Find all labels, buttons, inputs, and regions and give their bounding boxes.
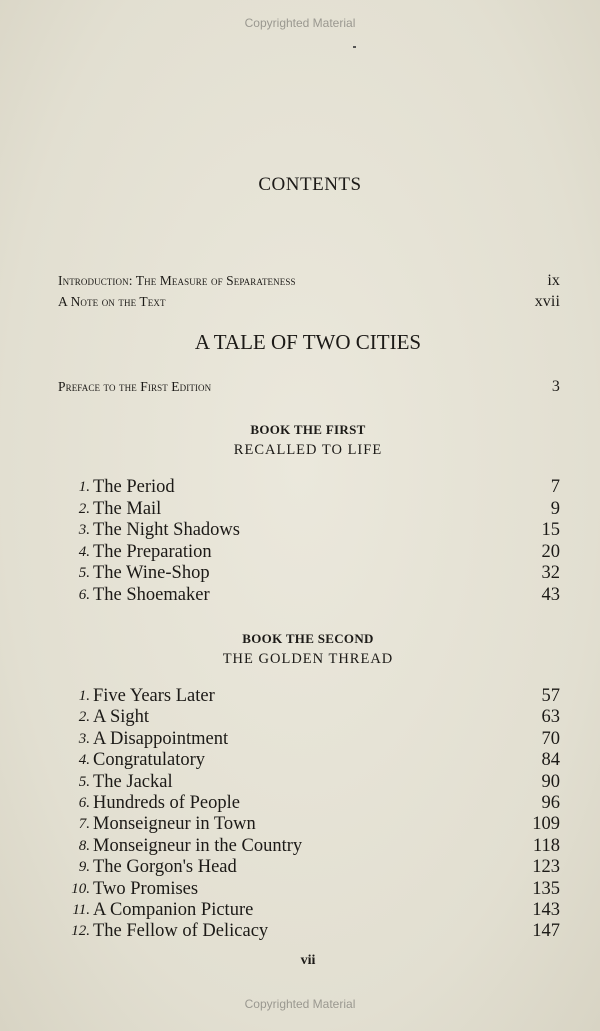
chapter-title: The Jackal xyxy=(93,771,173,792)
ink-speck xyxy=(353,46,356,48)
chapter-page: 90 xyxy=(541,771,560,792)
chapter-page: 57 xyxy=(541,686,560,706)
chapter-row xyxy=(60,542,560,563)
chapter-page: 96 xyxy=(541,793,560,813)
book-first-subtitle: RECALLED TO LIFE xyxy=(233,442,383,458)
watermark-bottom: Copyrighted Material xyxy=(244,997,356,1011)
chapter-page: 63 xyxy=(541,707,560,728)
chapter-title: The Mail xyxy=(93,498,162,519)
chapter-number: 3. xyxy=(78,522,90,539)
chapter-row xyxy=(60,499,560,520)
chapter-title: Five Years Later xyxy=(93,686,215,706)
chapter-title: Monseigneur in the Country xyxy=(93,835,303,856)
preface-page: 3 xyxy=(551,378,560,395)
chapter-number: 2. xyxy=(78,709,90,726)
chapter-title: The Night Shadows xyxy=(93,520,240,541)
chapter-row xyxy=(60,585,560,606)
chapter-title: Two Promises xyxy=(93,878,199,899)
chapter-row xyxy=(60,520,560,541)
chapter-title: A Disappointment xyxy=(93,728,229,749)
preface-row xyxy=(58,378,560,396)
chapter-number: 1. xyxy=(78,479,90,495)
chapter-row xyxy=(60,563,560,584)
chapter-row xyxy=(60,729,560,750)
chapter-row xyxy=(60,477,560,498)
chapter-number: 12. xyxy=(71,923,90,940)
chapter-page: 109 xyxy=(532,814,560,835)
chapter-page: 118 xyxy=(532,835,560,856)
chapter-number: 1. xyxy=(78,688,90,704)
chapter-number: 2. xyxy=(78,500,90,517)
chapter-title: The Fellow of Delicacy xyxy=(93,921,269,942)
chapter-number: 10. xyxy=(71,880,90,897)
chapter-page: 147 xyxy=(532,921,560,942)
chapter-row xyxy=(60,686,560,707)
chapter-title: Congratulatory xyxy=(93,750,206,771)
chapter-number: 9. xyxy=(78,859,90,876)
chapter-number: 11. xyxy=(72,902,90,918)
chapter-number: 4. xyxy=(78,752,90,769)
chapter-title: The Gorgon's Head xyxy=(93,857,237,878)
chapter-number: 6. xyxy=(78,795,90,811)
front-matter-page: ix xyxy=(547,272,560,289)
preface-title: Preface to the First Edition xyxy=(58,379,212,394)
chapter-row xyxy=(60,750,560,771)
chapter-row xyxy=(60,707,560,728)
chapter-title: Monseigneur in Town xyxy=(93,814,256,835)
chapter-row xyxy=(60,814,560,835)
chapter-title: A Sight xyxy=(93,707,150,728)
watermark-top: Copyrighted Material xyxy=(244,16,356,30)
chapter-page: 32 xyxy=(541,563,560,584)
chapter-title: The Shoemaker xyxy=(93,585,210,605)
chapter-row xyxy=(60,793,560,814)
front-matter-row-note xyxy=(58,293,560,311)
chapter-page: 84 xyxy=(541,750,560,771)
chapter-page: 9 xyxy=(550,498,560,519)
chapter-page: 15 xyxy=(541,520,560,541)
chapter-row xyxy=(60,836,560,857)
front-matter-page: xvii xyxy=(534,293,560,310)
chapter-row xyxy=(60,879,560,900)
chapter-number: 5. xyxy=(78,773,90,790)
chapter-number: 6. xyxy=(78,587,90,603)
chapter-number: 4. xyxy=(78,543,90,560)
book-second-subtitle: THE GOLDEN THREAD xyxy=(222,651,394,667)
page-folio: vii xyxy=(300,953,316,968)
chapter-title: A Companion Picture xyxy=(93,900,254,920)
chapter-title: The Period xyxy=(93,477,175,497)
chapter-title: The Wine-Shop xyxy=(93,563,210,584)
contents-heading: CONTENTS xyxy=(258,174,362,195)
chapter-page: 20 xyxy=(541,541,560,562)
book-first-heading: BOOK THE FIRST xyxy=(250,422,366,437)
front-matter-title: Introduction: The Measure of Separateness xyxy=(58,273,296,288)
chapter-row xyxy=(60,857,560,878)
chapter-page: 143 xyxy=(532,900,560,920)
chapter-page: 70 xyxy=(541,728,560,749)
chapter-page: 43 xyxy=(541,585,560,605)
chapter-page: 123 xyxy=(532,857,560,878)
chapter-number: 5. xyxy=(78,565,90,582)
chapter-title: The Preparation xyxy=(93,541,212,562)
book-title: A TALE OF TWO CITIES xyxy=(194,330,422,354)
chapter-page: 7 xyxy=(550,477,560,497)
front-matter-title: A Note on the Text xyxy=(58,294,166,309)
book-second-heading: BOOK THE SECOND xyxy=(242,631,374,646)
chapter-row xyxy=(60,900,560,921)
chapter-row xyxy=(60,921,560,942)
chapter-row xyxy=(60,772,560,793)
chapter-number: 7. xyxy=(78,816,90,833)
chapter-number: 8. xyxy=(78,837,90,854)
front-matter-row-introduction xyxy=(58,272,560,290)
chapter-number: 3. xyxy=(78,730,90,747)
chapter-title: Hundreds of People xyxy=(93,793,240,813)
chapter-page: 135 xyxy=(532,878,560,899)
